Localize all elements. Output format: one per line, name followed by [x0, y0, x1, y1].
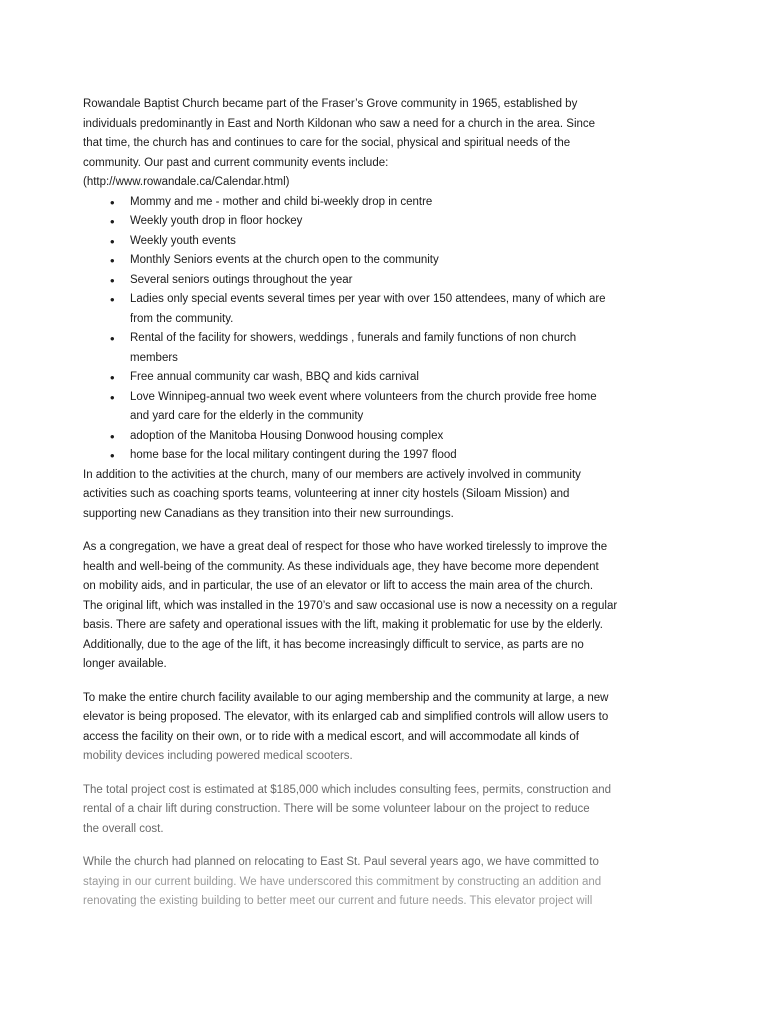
list-item: • Love Winnipeg-annual two week event where volunteers from the church provide free home and yard care for the elderly in the community — [83, 388, 678, 427]
community-involvement-paragraph: In addition to the activities at the church, many of our members are actively involved in community activities such as coaching sports teams, volunteering at inner city hostels (Siloam Mission) and supporting new Canadians as they transition into their new surroundings. — [83, 468, 581, 520]
list-item: • Weekly youth drop in floor hockey — [83, 212, 678, 232]
intro-line: that time, the church has and continues to care for the social, physical and spiritual needs of the — [83, 137, 571, 149]
list-item: • Several seniors outings throughout the year — [83, 271, 678, 291]
intro-line: community. Our past and current community events include: — [83, 156, 389, 169]
elevator-proposal-paragraph: To make the entire church facility available to our aging membership and the community at large, a new elevator is being proposed. The elevator, with its enlarged cab and simplified controls will allow users to access the facility on their own, or to ride with a medical escort, and will accommodate all kinds of mobility devices including powered medical scooters. — [83, 691, 609, 762]
list-item: • Monthly Seniors events at the church open to the community — [83, 251, 678, 271]
list-item: • home base for the local military contingent during the 1997 flood — [83, 446, 678, 466]
list-item: • Ladies only special events several times per year with over 150 attendees, many of which are from the community. — [83, 290, 678, 329]
list-item: • Rental of the facility for showers, weddings , funerals and family functions of non church members — [83, 329, 678, 368]
relocation-paragraph: While the church had planned on relocating to East St. Paul several years ago, we have committed to staying in our current building. We have underscored this commitment by constructing an addition and renovating the existing building to better meet our current and future needs. This elevator project will — [83, 856, 602, 907]
list-item: • Mommy and me - mother and child bi-weekly drop in centre — [83, 193, 678, 213]
project-cost-paragraph: The total project cost is estimated at $185,000 which includes consulting fees, permits, construction and rental of a chair lift during construction. There will be some volunteer labour on the project to reduce the overall cost. — [83, 783, 612, 835]
intro-paragraph — [83, 95, 678, 193]
document-page — [83, 95, 678, 912]
list-item: • adoption of the Manitoba Housing Donwood housing complex — [83, 427, 678, 447]
intro-line: Rowandale Baptist Church became part of the Fraser’s Grove community in 1965, established by — [83, 98, 578, 110]
calendar-url: (http://www.rowandale.ca/Calendar.html) — [83, 176, 290, 188]
intro-line: individuals predominantly in East and North Kildonan who saw a need for a church in the area. Since — [83, 117, 596, 130]
events-list — [83, 193, 678, 466]
congregation-paragraph: As a congregation, we have a great deal of respect for those who have worked tirelessly to improve the health and well-being of the community. As these individuals age, they have become more dependent on mobility aids, and in particular, the use of an elevator or lift to access the main area of the church. The original lift, which was installed in the 1970’s and saw occasional use is now a necessity on a regular basis. There are safety and operational issues with the lift, making it problematic for use by the elderly. Additionally, due to the age of the lift, it has become increasingly difficult to service, as parts are no longer available. — [83, 541, 618, 670]
list-item: • Weekly youth events — [83, 232, 678, 252]
list-item: • Free annual community car wash, BBQ and kids carnival — [83, 368, 678, 388]
